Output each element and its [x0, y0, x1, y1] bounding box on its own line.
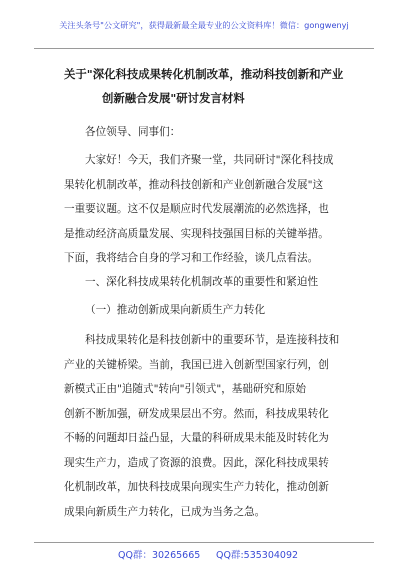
footer-qq-group-right: QQ群:535304092 — [216, 550, 299, 561]
section-heading: 一、深化科技成果转化机制改革的重要性和紧迫性 — [85, 276, 319, 288]
title-line: 关于"深化科技成果转化机制改革，推动科技创新和产业 — [64, 67, 344, 81]
intro-line: 一重要议题。这不仅是顺应时代发展潮流的必然选择，也 — [64, 203, 329, 215]
subsection-heading: （一）推动创新成果向新质生产力转化 — [85, 304, 266, 316]
body-line: 科技成果转化是科技创新中的重要环节，是连接科技和 — [85, 334, 340, 346]
body-line: 新模式正由"追随式"转向"引领式"，基础研究和原始 — [64, 383, 306, 395]
footer-qq-group-left: QQ群：30265665 — [118, 550, 201, 561]
document-title — [64, 62, 354, 110]
body-line: 成果向新质生产力转化，已成为当务之急。 — [64, 505, 266, 518]
header-divider — [34, 48, 374, 49]
body-line: 现实生产力，造成了资源的浪费。因此，深化科技成果转 — [64, 456, 329, 469]
body-paragraph — [64, 328, 354, 524]
footer-divider — [34, 542, 374, 543]
body-line: 产业的关键桥梁。当前，我国已进入创新型国家行列，创 — [64, 358, 329, 371]
body-line: 不畅的问题却日益凸显，大量的科研成果未能及时转化为 — [64, 432, 329, 444]
title-line: 创新融合发展"研讨发言材料 — [102, 91, 245, 105]
intro-line: 果转化机制改革，推动科技创新和产业创新融合发展"这 — [64, 178, 324, 191]
body-line: 创新不断加强，研发成果层出不穷。然而，科技成果转化 — [64, 407, 329, 420]
intro-line: 是推动经济高质量发展、实现科技强国目标的关键举措。 — [64, 227, 329, 240]
intro-line: 下面，我将结合自身的学习和工作经验，谈几点看法。 — [64, 252, 319, 264]
intro-line: 大家好！今天，我们齐聚一堂，共同研讨"深化科技成 — [85, 154, 334, 166]
intro-paragraph — [64, 148, 354, 271]
header-note: 关注头条号"公文研究"，获得最新最全最专业的公文资料库！微信：gongwenyj — [59, 20, 349, 30]
salutation: 各位领导、同事们： — [85, 126, 181, 138]
body-line: 化机制改革，加快科技成果向现实生产力转化，推动创新 — [64, 481, 329, 493]
